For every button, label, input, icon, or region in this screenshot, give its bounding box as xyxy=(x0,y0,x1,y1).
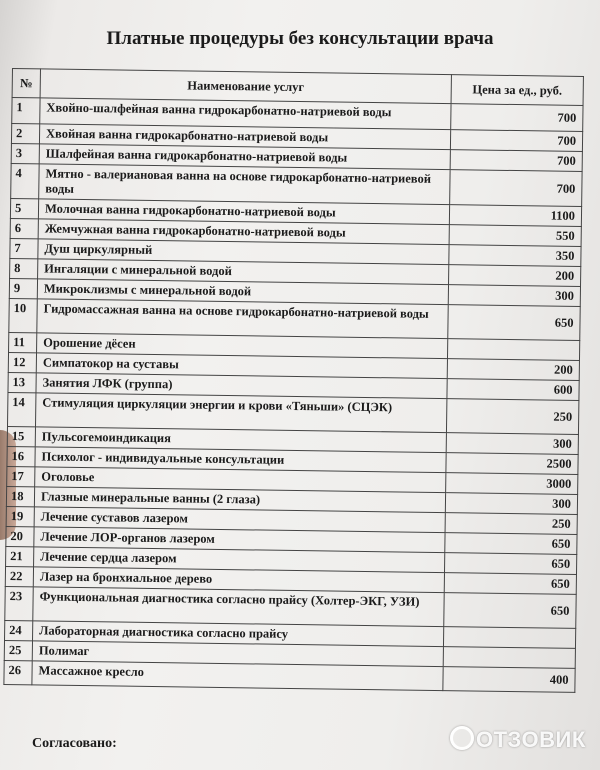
row-num: 14 xyxy=(7,392,35,426)
row-price: 650 xyxy=(444,593,576,629)
row-service-name: Симпатокор на суставы xyxy=(36,353,447,379)
row-num: 21 xyxy=(6,546,34,566)
row-num: 2 xyxy=(11,124,39,144)
row-price: 650 xyxy=(448,305,580,341)
row-service-name: Хвойная ванна гидрокарбонатно-натриевой воды xyxy=(39,124,450,150)
row-price: 700 xyxy=(450,170,582,207)
row-price: 650 xyxy=(444,553,576,575)
row-service-name: Глазные минеральные ванны (2 глаза) xyxy=(34,487,445,513)
row-num: 24 xyxy=(5,620,33,640)
row-service-name: Психолог - индивидуальные консультации xyxy=(35,447,446,473)
row-num: 7 xyxy=(10,238,38,258)
row-price: 650 xyxy=(445,533,577,555)
row-price: 700 xyxy=(450,130,582,152)
row-service-name: Хвойно-шалфейная ванна гидрокарбонатно-натриевой воды xyxy=(40,98,451,130)
row-price: 700 xyxy=(450,150,582,172)
row-price: 250 xyxy=(445,513,577,535)
row-num: 23 xyxy=(5,586,33,620)
row-service-name: Полимаг xyxy=(32,641,443,667)
row-num: 17 xyxy=(7,466,35,486)
row-num: 10 xyxy=(9,298,37,332)
watermark xyxy=(450,726,586,753)
row-num: 25 xyxy=(4,640,32,660)
row-num: 22 xyxy=(5,566,33,586)
row-service-name: Душ циркулярный xyxy=(38,239,449,265)
row-service-name: Лечение суставов лазером xyxy=(34,507,445,533)
row-service-name: Мятно - валериановая ванна на основе гидрокарбонатно-натриевой воды xyxy=(39,164,450,205)
row-num: 16 xyxy=(7,446,35,466)
row-price: 300 xyxy=(445,493,577,515)
row-service-name: Пульсогемоиндикация xyxy=(35,427,446,453)
row-num: 20 xyxy=(6,526,34,546)
row-service-name: Оголовье xyxy=(35,467,446,493)
row-price: 1100 xyxy=(449,205,581,227)
row-price: 2500 xyxy=(446,453,578,475)
approval-label: Согласовано: xyxy=(32,736,117,751)
row-service-name: Микроклизмы с минеральной водой xyxy=(37,279,448,305)
row-service-name: Лабораторная диагностика согласно прайсу xyxy=(33,621,444,647)
row-price: 250 xyxy=(446,399,578,435)
row-service-name: Ингаляции с минеральной водой xyxy=(38,259,449,285)
row-service-name: Занятия ЛФК (группа) xyxy=(36,373,447,399)
row-service-name: Гидромассажная ванна на основе гидрокарбонатно-натриевой воды xyxy=(37,299,448,339)
row-service-name: Лечение ЛОР-органов лазером xyxy=(34,527,445,553)
row-service-name: Жемчужная ванна гидрокарбонатно-натриевой воды xyxy=(38,219,449,245)
row-num: 11 xyxy=(9,332,37,352)
row-price: 350 xyxy=(449,245,581,267)
header-name: Наименование услуг xyxy=(40,69,451,104)
row-price xyxy=(443,647,575,669)
row-price: 200 xyxy=(447,359,579,381)
price-table xyxy=(3,68,584,693)
row-price: 200 xyxy=(449,265,581,287)
row-price: 400 xyxy=(443,667,575,693)
row-num: 9 xyxy=(9,278,37,298)
row-service-name: Орошение дёсен xyxy=(37,333,448,359)
row-service-name: Массажное кресло xyxy=(32,661,443,691)
row-service-name: Молочная ванна гидрокарбонатно-натриевой воды xyxy=(38,199,449,225)
row-price: 300 xyxy=(448,285,580,307)
row-service-name: Шалфейная ванна гидрокарбонатно-натриевой воды xyxy=(39,144,450,170)
row-price: 300 xyxy=(446,433,578,455)
row-num: 6 xyxy=(10,218,38,238)
row-num: 8 xyxy=(10,258,38,278)
row-price: 650 xyxy=(444,573,576,595)
row-num: 15 xyxy=(7,426,35,446)
row-price: 550 xyxy=(449,225,581,247)
row-service-name: Лазер на бронхиальное дерево xyxy=(33,567,444,593)
row-num: 4 xyxy=(11,163,39,198)
row-num: 5 xyxy=(10,198,38,218)
row-num: 1 xyxy=(12,98,40,124)
row-price: 3000 xyxy=(446,473,578,495)
row-num: 12 xyxy=(8,352,36,372)
row-price: 700 xyxy=(451,104,583,132)
header-num: № xyxy=(12,69,40,98)
row-num: 3 xyxy=(11,143,39,163)
row-price: 600 xyxy=(447,379,579,401)
row-service-name: Лечение сердца лазером xyxy=(34,547,445,573)
watermark-text: ОТЗОВИК xyxy=(476,727,586,752)
row-num: 13 xyxy=(8,372,36,392)
header-price: Цена за ед., руб. xyxy=(451,75,583,106)
row-num: 19 xyxy=(6,506,34,526)
row-num: 26 xyxy=(4,660,32,684)
row-service-name: Функциональная диагностика согласно прайсу (Холтер-ЭКГ, УЗИ) xyxy=(33,587,444,627)
row-price xyxy=(443,627,575,649)
row-price xyxy=(447,339,579,361)
row-service-name: Стимуляция циркуляции энергии и крови «Тяньши» (СЦЭК) xyxy=(35,393,446,433)
row-num: 18 xyxy=(6,486,34,506)
page-title: Платные процедуры без консультации врача xyxy=(106,28,494,49)
watermark-logo-icon xyxy=(450,726,474,750)
